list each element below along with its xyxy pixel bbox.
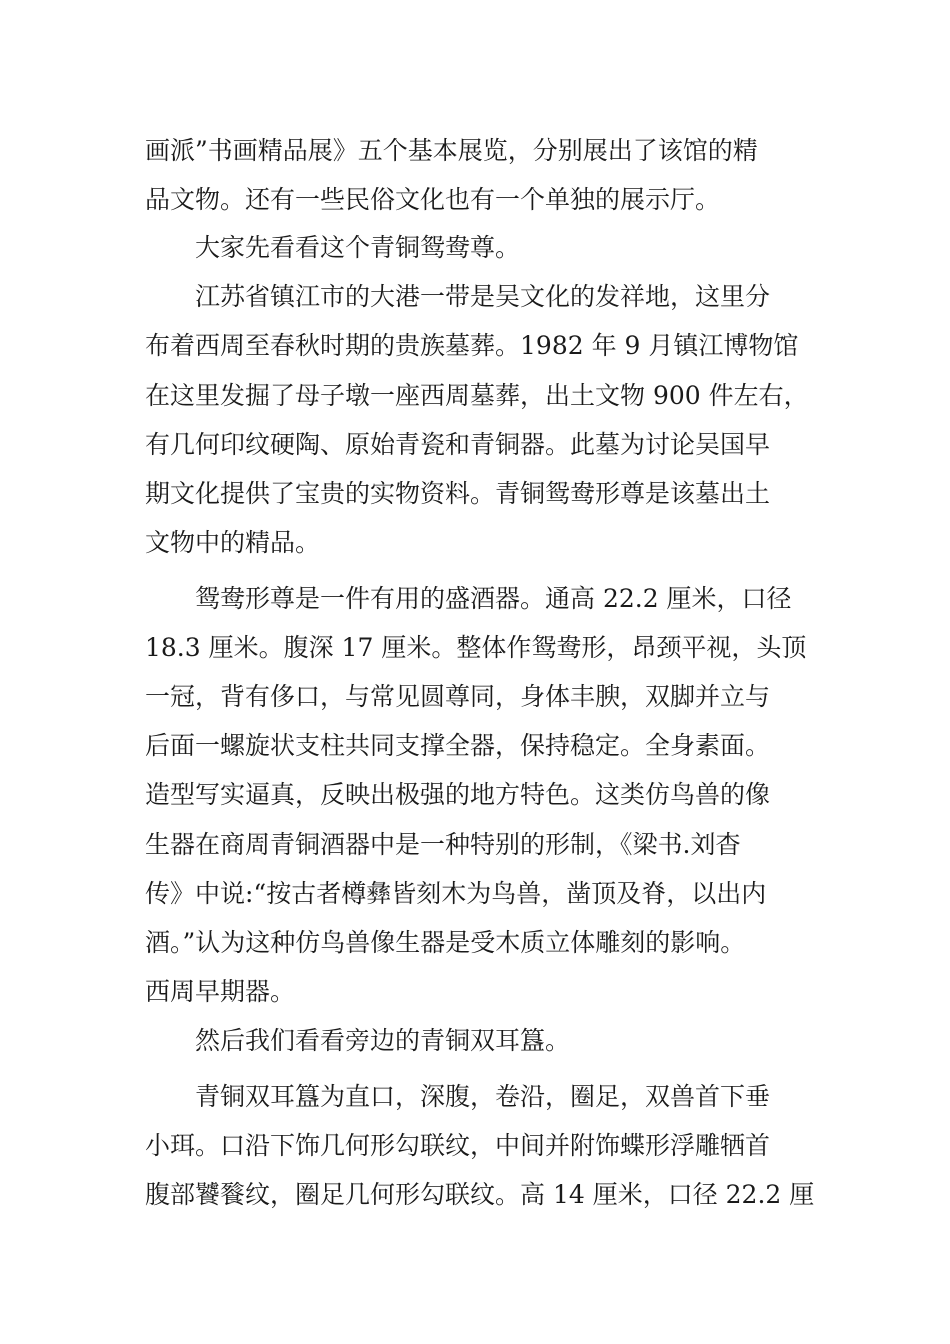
text-line: 后面一螺旋状支柱共同支撑全器，保持稳定。全身素面。 xyxy=(145,731,771,760)
text-line: 18.3 厘米。腹深 17 厘米。整体作鸳鸯形，昂颈平视，头顶 xyxy=(145,633,807,662)
text-line: 生器在商周青铜酒器中是一种特别的形制，《梁书.刘杳 xyxy=(145,830,741,859)
text-line: 鸳鸯形尊是一件有用的盛酒器。通高 22.2 厘米，口径 xyxy=(195,584,792,613)
text-line: 期文化提供了宝贵的实物资料。青铜鸳鸯形尊是该墓出土 xyxy=(145,479,771,508)
text-line: 文物中的精品。 xyxy=(145,528,321,557)
text-line: 一冠，背有侈口，与常见圆尊同，身体丰腴，双脚并立与 xyxy=(145,682,771,711)
text-line: 有几何印纹硬陶、原始青瓷和青铜器。此墓为讨论吴国早 xyxy=(145,430,771,459)
text-line: 西周早期器。 xyxy=(145,977,296,1006)
text-line: 品文物。还有一些民俗文化也有一个单独的展示厅。 xyxy=(145,185,721,214)
text-line: 传》中说:“按古者樽彝皆刻木为鸟兽，凿顶及脊，以出内 xyxy=(145,879,767,908)
text-line: 江苏省镇江市的大港一带是吴文化的发祥地，这里分 xyxy=(195,282,771,311)
text-line: 画派”书画精品展》五个基本展览，分别展出了该馆的精 xyxy=(145,136,758,165)
text-line: 在这里发掘了母子墩一座西周墓葬，出土文物 900 件左右， xyxy=(145,381,809,410)
text-line: 造型写实逼真，反映出极强的地方特色。这类仿鸟兽的像 xyxy=(145,780,771,809)
text-line: 青铜双耳簋为直口，深腹，卷沿，圈足，双兽首下垂 xyxy=(195,1082,771,1111)
text-line: 布着西周至春秋时期的贵族墓葬。1982 年 9 月镇江博物馆 xyxy=(145,331,799,360)
text-line: 小珥。口沿下饰几何形勾联纹，中间并附饰蝶形浮雕牺首 xyxy=(145,1131,771,1160)
text-line: 酒。”认为这种仿鸟兽像生器是受木质立体雕刻的影响。 xyxy=(145,928,746,957)
text-line: 然后我们看看旁边的青铜双耳簋。 xyxy=(195,1026,571,1055)
text-line: 腹部饕餮纹，圈足几何形勾联纹。高 14 厘米，口径 22.2 厘 xyxy=(145,1180,815,1209)
text-line: 大家先看看这个青铜鸳鸯尊。 xyxy=(195,233,521,262)
